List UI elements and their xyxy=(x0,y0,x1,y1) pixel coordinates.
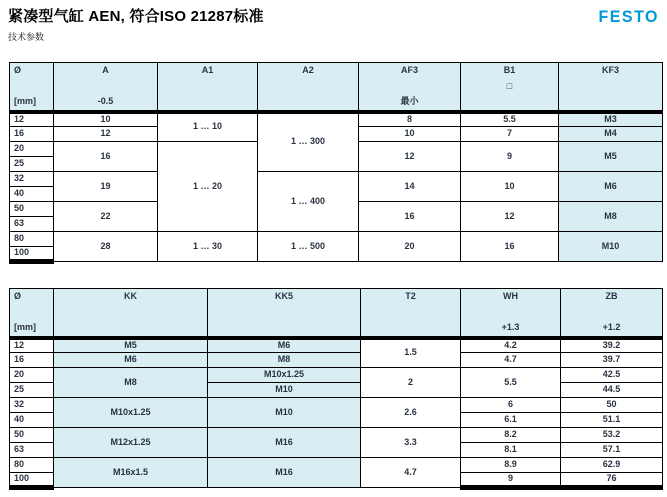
data-cell: 44.5 xyxy=(561,383,663,398)
data-cell: 12 xyxy=(359,142,461,172)
table-row xyxy=(10,398,663,413)
data-cell: M6 xyxy=(208,338,361,353)
data-cell: M6 xyxy=(54,353,208,368)
data-cell: 22 xyxy=(54,202,158,232)
data-cell: 10 xyxy=(359,127,461,142)
data-cell: 12 xyxy=(54,127,158,142)
size-cell: 16 xyxy=(10,353,54,368)
size-cell: 80 xyxy=(10,458,54,473)
data-cell: M8 xyxy=(559,202,663,232)
data-cell: 8 xyxy=(359,112,461,127)
data-cell: 14 xyxy=(359,172,461,202)
table-row xyxy=(10,428,663,443)
data-cell: 62.9 xyxy=(561,458,663,473)
data-cell: 3.3 xyxy=(361,428,461,458)
t1-header-diameter xyxy=(10,63,54,112)
data-cell: 20 xyxy=(359,232,461,262)
data-cell: 51.1 xyxy=(561,413,663,428)
data-cell: 6 xyxy=(461,398,561,413)
data-cell: 4.2 xyxy=(461,338,561,353)
data-cell: 5.5 xyxy=(461,112,559,127)
t1-header-A1: A1 xyxy=(158,63,258,112)
t2-header-KK5: KK5 xyxy=(208,289,361,338)
size-cell: 100 xyxy=(10,473,54,488)
t2-header-ZB: ZB +1.2 xyxy=(561,289,663,338)
data-cell: 2.6 xyxy=(361,398,461,428)
size-cell: 63 xyxy=(10,217,54,232)
data-cell: 12 xyxy=(461,202,559,232)
diameter-symbol: Ø xyxy=(14,65,22,75)
data-cell: M3 xyxy=(559,112,663,127)
data-cell: M10x1.25 xyxy=(54,398,208,428)
diameter-unit: [mm] xyxy=(14,96,36,107)
data-cell: M16 xyxy=(208,458,361,488)
size-cell: 20 xyxy=(10,142,54,157)
table-row xyxy=(10,338,663,353)
size-cell: 40 xyxy=(10,413,54,428)
data-cell: M5 xyxy=(559,142,663,172)
square-icon: □ xyxy=(506,81,513,91)
page-title: 紧凑型气缸 AEN, 符合ISO 21287标准 xyxy=(8,8,264,25)
data-cell: 2 xyxy=(361,368,461,398)
data-cell: M10 xyxy=(208,398,361,428)
page-subtitle: 技术参数 xyxy=(8,32,45,42)
size-cell: 20 xyxy=(10,368,54,383)
data-cell: 39.7 xyxy=(561,353,663,368)
data-cell: 57.1 xyxy=(561,443,663,458)
data-cell: M10 xyxy=(208,383,361,398)
data-cell: M8 xyxy=(54,368,208,398)
data-cell: 9 xyxy=(461,473,561,488)
data-cell: 1 … 400 xyxy=(258,172,359,232)
size-cell: 32 xyxy=(10,398,54,413)
data-cell: 9 xyxy=(461,142,559,172)
festo-logo: FESTO xyxy=(598,8,659,27)
data-cell: M5 xyxy=(54,338,208,353)
t2-header-diameter xyxy=(10,289,54,338)
data-cell: 16 xyxy=(461,232,559,262)
data-cell: 8.2 xyxy=(461,428,561,443)
size-cell: 100 xyxy=(10,247,54,262)
data-cell: 39.2 xyxy=(561,338,663,353)
data-cell: M8 xyxy=(208,353,361,368)
table1-header-row xyxy=(10,63,663,112)
data-cell: 8.9 xyxy=(461,458,561,473)
size-cell: 12 xyxy=(10,112,54,127)
data-cell: M6 xyxy=(559,172,663,202)
data-cell: 4.7 xyxy=(461,353,561,368)
data-cell: M16x1.5 xyxy=(54,458,208,488)
data-cell: M16 xyxy=(208,428,361,458)
table-row xyxy=(10,232,663,247)
data-cell: 42.5 xyxy=(561,368,663,383)
size-cell: 25 xyxy=(10,383,54,398)
size-cell: 32 xyxy=(10,172,54,187)
data-cell: 10 xyxy=(54,112,158,127)
data-cell: 1 … 30 xyxy=(158,232,258,262)
dimensions-table-1 xyxy=(9,62,663,264)
t2-header-T2: T2 xyxy=(361,289,461,338)
document-header xyxy=(8,5,659,49)
table-row xyxy=(10,112,663,127)
data-cell: 6.1 xyxy=(461,413,561,428)
data-cell: 1.5 xyxy=(361,338,461,368)
data-cell: 19 xyxy=(54,172,158,202)
size-cell: 25 xyxy=(10,157,54,172)
t2-header-WH: WH +1.3 xyxy=(461,289,561,338)
data-cell: M4 xyxy=(559,127,663,142)
data-cell: 1 … 10 xyxy=(158,112,258,142)
data-cell: 8.1 xyxy=(461,443,561,458)
data-cell: 10 xyxy=(461,172,559,202)
data-cell: 1 … 300 xyxy=(258,112,359,172)
data-cell: 1 … 20 xyxy=(158,142,258,232)
t1-header-B1: B1 □ xyxy=(461,63,559,112)
size-cell: 80 xyxy=(10,232,54,247)
size-cell: 50 xyxy=(10,202,54,217)
size-cell: 63 xyxy=(10,443,54,458)
data-cell: 53.2 xyxy=(561,428,663,443)
data-cell: M12x1.25 xyxy=(54,428,208,458)
table-row xyxy=(10,458,663,473)
diameter-symbol: Ø xyxy=(14,291,22,301)
dimensions-table-2 xyxy=(9,288,663,490)
data-cell: 16 xyxy=(359,202,461,232)
data-cell: M10 xyxy=(559,232,663,262)
data-cell: 76 xyxy=(561,473,663,488)
t2-header-KK: KK xyxy=(54,289,208,338)
size-cell: 50 xyxy=(10,428,54,443)
data-cell: 50 xyxy=(561,398,663,413)
t1-header-A2: A2 xyxy=(258,63,359,112)
data-cell: 1 … 500 xyxy=(258,232,359,262)
data-cell: M10x1.25 xyxy=(208,368,361,383)
diameter-unit: [mm] xyxy=(14,322,36,333)
t1-header-A: A -0.5 xyxy=(54,63,158,112)
data-cell: 28 xyxy=(54,232,158,262)
size-cell: 12 xyxy=(10,338,54,353)
data-cell: 7 xyxy=(461,127,559,142)
data-cell: 16 xyxy=(54,142,158,172)
size-cell: 16 xyxy=(10,127,54,142)
t1-header-KF3: KF3 xyxy=(559,63,663,112)
table2-header-row xyxy=(10,289,663,338)
table-row xyxy=(10,353,663,368)
size-cell: 40 xyxy=(10,187,54,202)
table-row xyxy=(10,368,663,383)
data-cell: 5.5 xyxy=(461,368,561,398)
table-row xyxy=(10,172,663,187)
data-cell: 4.7 xyxy=(361,458,461,488)
t1-header-AF3: AF3 最小 xyxy=(359,63,461,112)
